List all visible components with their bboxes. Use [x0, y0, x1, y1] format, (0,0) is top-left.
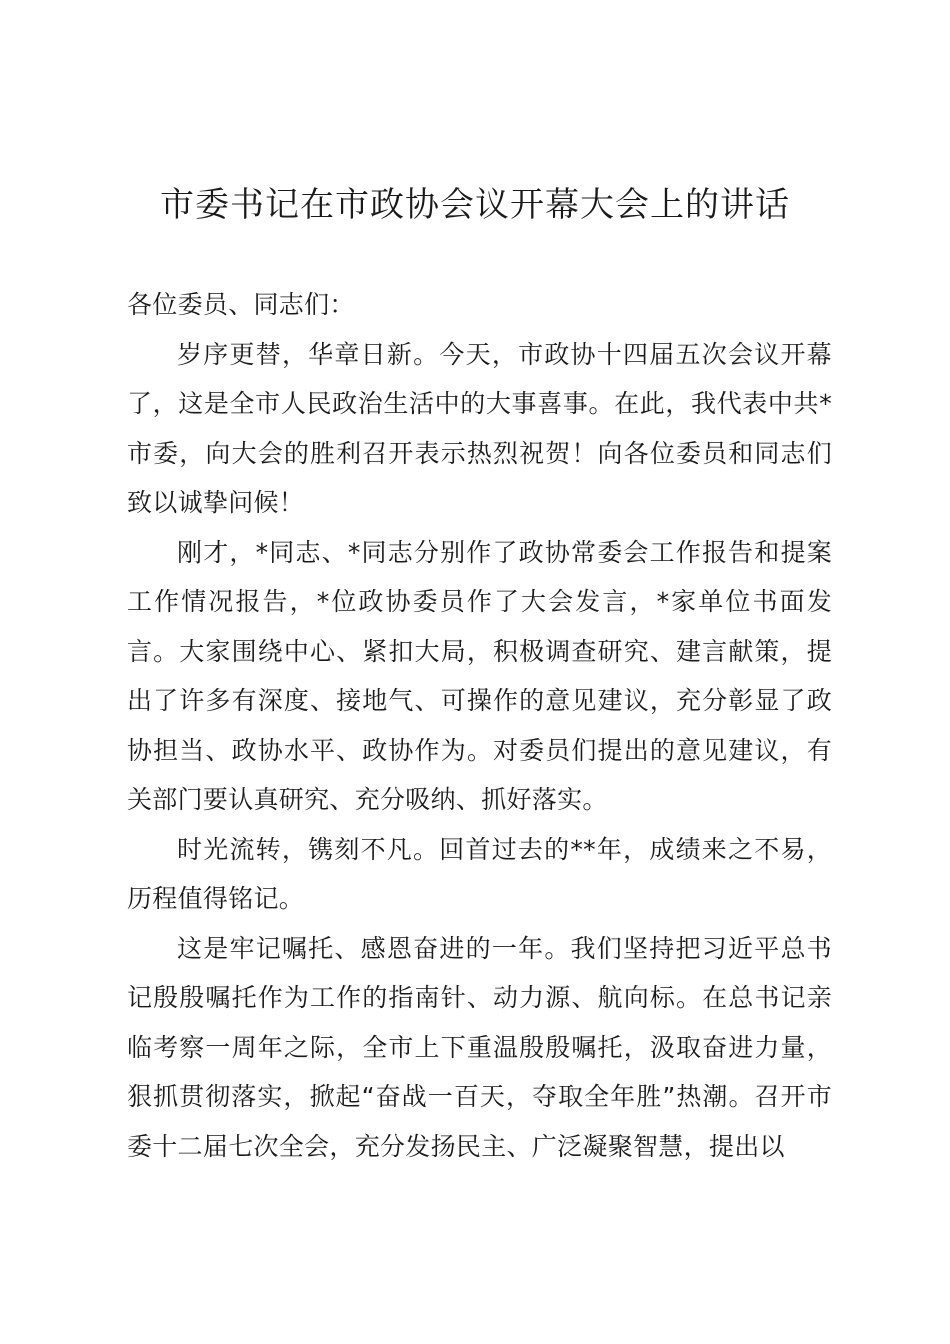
paragraph-review: 时光流转，镌刻不凡。回首过去的**年，成绩来之不易，历程值得铭记。	[127, 834, 832, 913]
document-title: 市委书记在市政协会议开幕大会上的讲话	[160, 185, 790, 225]
paragraph-year-summary: 这是牢记嘱托、感恩奋进的一年。我们坚持把习近平总书记殷殷嘱托作为工作的指南针、动力源、航向标。在总书记亲临考察一周年之际，全市上下重温殷殷嘱托，汲取奋进力量，狠抓贯彻落实，掀起“奋战一百天，夺取全年胜”热潮。召开市委十二届七次全会，充分发扬民主、广泛凝聚智慧，提出以	[127, 933, 832, 1161]
paragraph-opening: 岁序更替，华章日新。今天，市政协十四届五次会议开幕了，这是全市人民政治生活中的大事喜事。在此，我代表中共*市委，向大会的胜利召开表示热烈祝贺！向各位委员和同志们致以诚挚问候！	[127, 339, 832, 517]
salutation: 各位委员、同志们：	[127, 290, 355, 319]
paragraph-reports: 刚才，*同志、*同志分别作了政协常委会工作报告和提案工作情况报告，*位政协委员作了大会发言，*家单位书面发言。大家围绕中心、紧扣大局，积极调查研究、建言献策，提出了许多有深度、接地气、可操作的意见建议，充分彰显了政协担当、政协水平、政协作为。对委员们提出的意见建议，有关部门要认真研究、充分吸纳、抓好落实。	[127, 537, 832, 814]
document-body	[127, 280, 832, 1171]
